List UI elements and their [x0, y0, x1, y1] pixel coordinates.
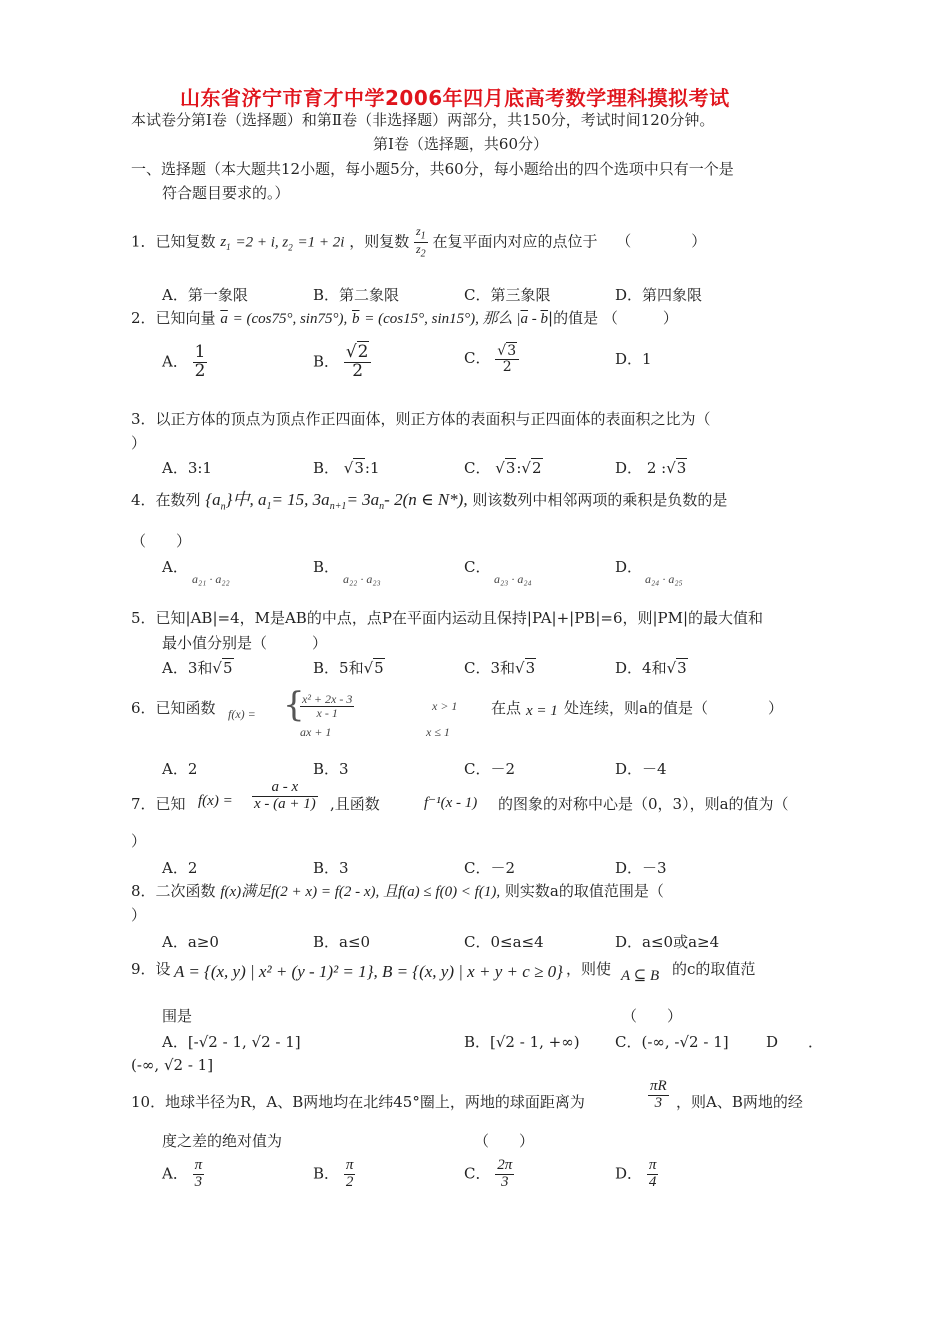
q9-stem-c: 的c的取值范: [672, 960, 756, 978]
q6-option-a: A．2: [162, 760, 198, 778]
exam-intro: 本试卷分第Ⅰ卷（选择题）和第Ⅱ卷（非选择题）两部分，共150分，考试时间120分钟。: [131, 111, 715, 129]
q5-option-c: C．3和√3: [464, 659, 536, 677]
question-9-cont: 围是: [162, 1007, 193, 1025]
q9-option-b: B．[√2 - 1, +∞): [464, 1033, 580, 1051]
q1-fraction: $\frac{z_1}{z_2}$: [415, 224, 426, 260]
q9-option-d: (-∞, √2 - 1]: [131, 1056, 214, 1074]
q1-stem-c: 在复平面内对应的点位于: [432, 232, 598, 251]
question-6: 6．已知函数: [131, 699, 216, 717]
question-2: 2．已知向量 $\overline{a} = (\cos 75^\circ$, sin75°), $\overline{b} = (\cos 15^\circ$, sin15°), 那么 $|\overline{a} - \overline{b}|$的值是 （ ）: [131, 309, 678, 327]
question-9: 9．设: [131, 960, 171, 978]
q4-option-b: B．: [313, 558, 340, 576]
question-8-cont: ）: [131, 906, 147, 924]
section-heading: 一、选择题（本大题共12小题，每小题5分，共60分，每小题给出的四个选项中只有一个是: [131, 160, 734, 178]
q2-option-d: D．1: [615, 350, 652, 368]
q2-vector-b: $\overline{b}$: [352, 311, 360, 327]
q2-expr3: |的值是: [548, 309, 599, 327]
part-title: 第Ⅰ卷（选择题，共60分）: [373, 135, 549, 153]
q7-fraction: $\frac{a - x}{x - (a + 1)}$: [254, 779, 316, 812]
question-10: 10．地球半径为R，A、B两地均在北纬45°圈上，两地的球面距离为: [131, 1093, 585, 1111]
q10-fraction: $\frac{\pi R}{3}$: [650, 1078, 667, 1111]
q1-option-c: C．第三象限: [464, 286, 551, 304]
q4-expr3: = 3a: [346, 490, 380, 509]
question-3-cont: ）: [131, 434, 147, 452]
q6-cond1: x > 1: [432, 699, 458, 713]
q7-inverse: f⁻¹(x - 1): [424, 795, 478, 811]
q7-stem-c: 的图象的对称中心是（0，3），则a的值为（: [498, 795, 789, 813]
q3-option-c: C． √3:√2: [464, 459, 542, 477]
q5-option-d: D．4和√3: [615, 659, 687, 677]
section-heading-cont: 符合题目要求的。）: [162, 184, 290, 202]
q6-case1: $\frac{\text{x² + 2x - 3}}{x - 1}$: [302, 692, 353, 720]
q5-option-b: B．5和√5: [313, 659, 384, 677]
q9-option-d-label: D ．: [766, 1033, 824, 1051]
q6-option-c: C．－2: [464, 760, 516, 778]
question-1: [131, 225, 706, 260]
q6-point: x = 1: [526, 703, 558, 719]
q8-stem: 8．二次函数: [131, 882, 216, 900]
q2-stem: 2．已知向量: [131, 309, 216, 327]
q4-option-d: D．: [615, 558, 643, 576]
q3-option-b: B． √3:1: [313, 459, 380, 477]
question-7-cont: ）: [131, 832, 147, 850]
q3-option-a: A．3:1: [162, 459, 212, 477]
q6-stem-b: 在点: [491, 699, 522, 717]
q9-sets: A = {(x, y) | x² + (y - 1)² = 1}, B = {(x, y) | x + y + c ≥ 0}: [174, 962, 563, 981]
q2-option-b: B． $\frac{√2}{2}$: [313, 344, 371, 381]
page-title: 山东省济宁市育才中学2006年四月底高考数学理科摸拟考试: [180, 86, 730, 110]
q4-stem: 4．在数列: [131, 491, 201, 509]
q8-option-d: D．a≤0或a≥4: [615, 933, 720, 951]
q1-stem: 1．已知复数: [131, 232, 216, 251]
question-8: [131, 880, 664, 901]
q8-stem-b: 则实数a的取值范围是（: [504, 882, 664, 900]
q7-option-c: C．－2: [464, 859, 516, 877]
q4-option-d-expr: a₂₄ · a₂₅: [645, 572, 683, 586]
q6-brace: {: [283, 685, 305, 725]
question-4: 4．在数列 $\{a_n\}$中, $a_1= 15$, $3a_{n+1}= 3a_n-$ 2(n ∈ N*), 则该数列中相邻两项的乘积是负数的是: [131, 490, 728, 513]
q1-expr2: =1 + 2i: [297, 234, 345, 251]
q10-stem-b: ，则A、B两地的经: [676, 1093, 803, 1111]
q2-option-c: C． $\frac{√3}{2}$: [464, 344, 519, 374]
q10-option-c: C． $\frac{2\pi}{3}$: [464, 1157, 513, 1190]
q10-option-b: B． $\frac{\pi}{2}$: [313, 1157, 354, 1190]
q1-option-d: D．第四象限: [615, 286, 703, 304]
q9-answer-paren: （ ）: [622, 1007, 683, 1025]
q7-stem-b: ,且函数: [330, 795, 380, 813]
question-7: 7．已知: [131, 795, 186, 813]
q2-expr2: = (cos15°, sin15°), 那么 |: [364, 311, 521, 327]
q2-expr: = (cos75°, sin75°),: [232, 311, 348, 327]
q4-option-a: A．: [162, 558, 188, 576]
q7-option-b: B．3: [313, 859, 349, 877]
q1-answer-paren: （ ）: [616, 232, 707, 251]
q10-option-d: D． $\frac{\pi}{4}$: [615, 1157, 657, 1190]
q4-expr2: = 15, 3a: [271, 490, 330, 509]
question-5-cont: 最小值分别是（ ）: [162, 634, 328, 652]
q3-option-d: D． 2 :√3: [615, 459, 687, 477]
q1-z1: $z_1$: [220, 234, 231, 253]
q4-stem-b: 则该数列中相邻两项的乘积是负数的是: [472, 491, 728, 509]
q9-option-c: C．(-∞, -√2 - 1]: [615, 1033, 729, 1051]
q8-option-b: B．a≤0: [313, 933, 371, 951]
q2-vector-a: $\overline{a}$: [220, 311, 228, 327]
q10-option-a: A． $\frac{\pi}{3}$: [162, 1157, 203, 1190]
question-3: 3．以正方体的顶点为顶点作正四面体，则正方体的表面积与正四面体的表面积之比为（: [131, 410, 711, 428]
q4-option-c-expr: a₂₃ · a₂₄: [494, 572, 532, 586]
q6-cond2: x ≤ 1: [426, 725, 450, 739]
question-10-cont: 度之差的绝对值为: [162, 1132, 283, 1150]
q1-sub: 2: [288, 242, 293, 253]
question-4-paren: （ ）: [131, 532, 192, 550]
q6-stem-c: 处连续，则a的值是（ ）: [564, 699, 783, 717]
q9-option-a: A．[-√2 - 1, √2 - 1]: [162, 1033, 301, 1051]
q10-answer-paren: （ ）: [474, 1132, 535, 1150]
q1-expr: =2 + i, z: [235, 234, 289, 251]
q4-expr4: - 2(n ∈ N*),: [384, 490, 468, 509]
q7-option-a: A．2: [162, 859, 198, 877]
q7-func: f(x) =: [198, 793, 233, 809]
q7-option-d: D．－3: [615, 859, 667, 877]
q8-option-a: A．a≥0: [162, 933, 219, 951]
q6-case2: ax + 1: [300, 725, 332, 739]
q2-option-a: A． $\frac{1}{2}$: [162, 342, 206, 381]
q6-option-d: D．－4: [615, 760, 667, 778]
q8-expr: f(x)满足f(2 + x) = f(2 - x), 且f(a) ≤ f(0) < f(1),: [220, 884, 501, 900]
q1-stem-b: ，则复数: [349, 232, 410, 251]
q4-option-b-expr: a₂₂ · a₂₃: [343, 572, 381, 586]
q2-answer-paren: （ ）: [602, 309, 678, 327]
q4-option-a-expr: a₂₁ · a₂₂: [192, 572, 230, 586]
question-5: 5．已知|AB|=4，M是AB的中点，点P在平面内运动且保持|PA|+|PB|=6，则|PM|的最大值和: [131, 609, 764, 627]
q1-option-a: A．第一象限: [162, 286, 248, 304]
q9-stem-b: ，则使: [566, 960, 612, 978]
q8-option-c: C．0≤a≤4: [464, 933, 544, 951]
q4-expr: 中, a: [232, 490, 267, 509]
q1-option-b: B．第二象限: [313, 286, 400, 304]
q9-subset: A ⊆ B: [621, 968, 660, 984]
q6-option-b: B．3: [313, 760, 349, 778]
q5-option-a: A．3和√5: [162, 659, 233, 677]
q6-func: f(x) =: [228, 707, 256, 721]
q4-option-c: C．: [464, 558, 491, 576]
